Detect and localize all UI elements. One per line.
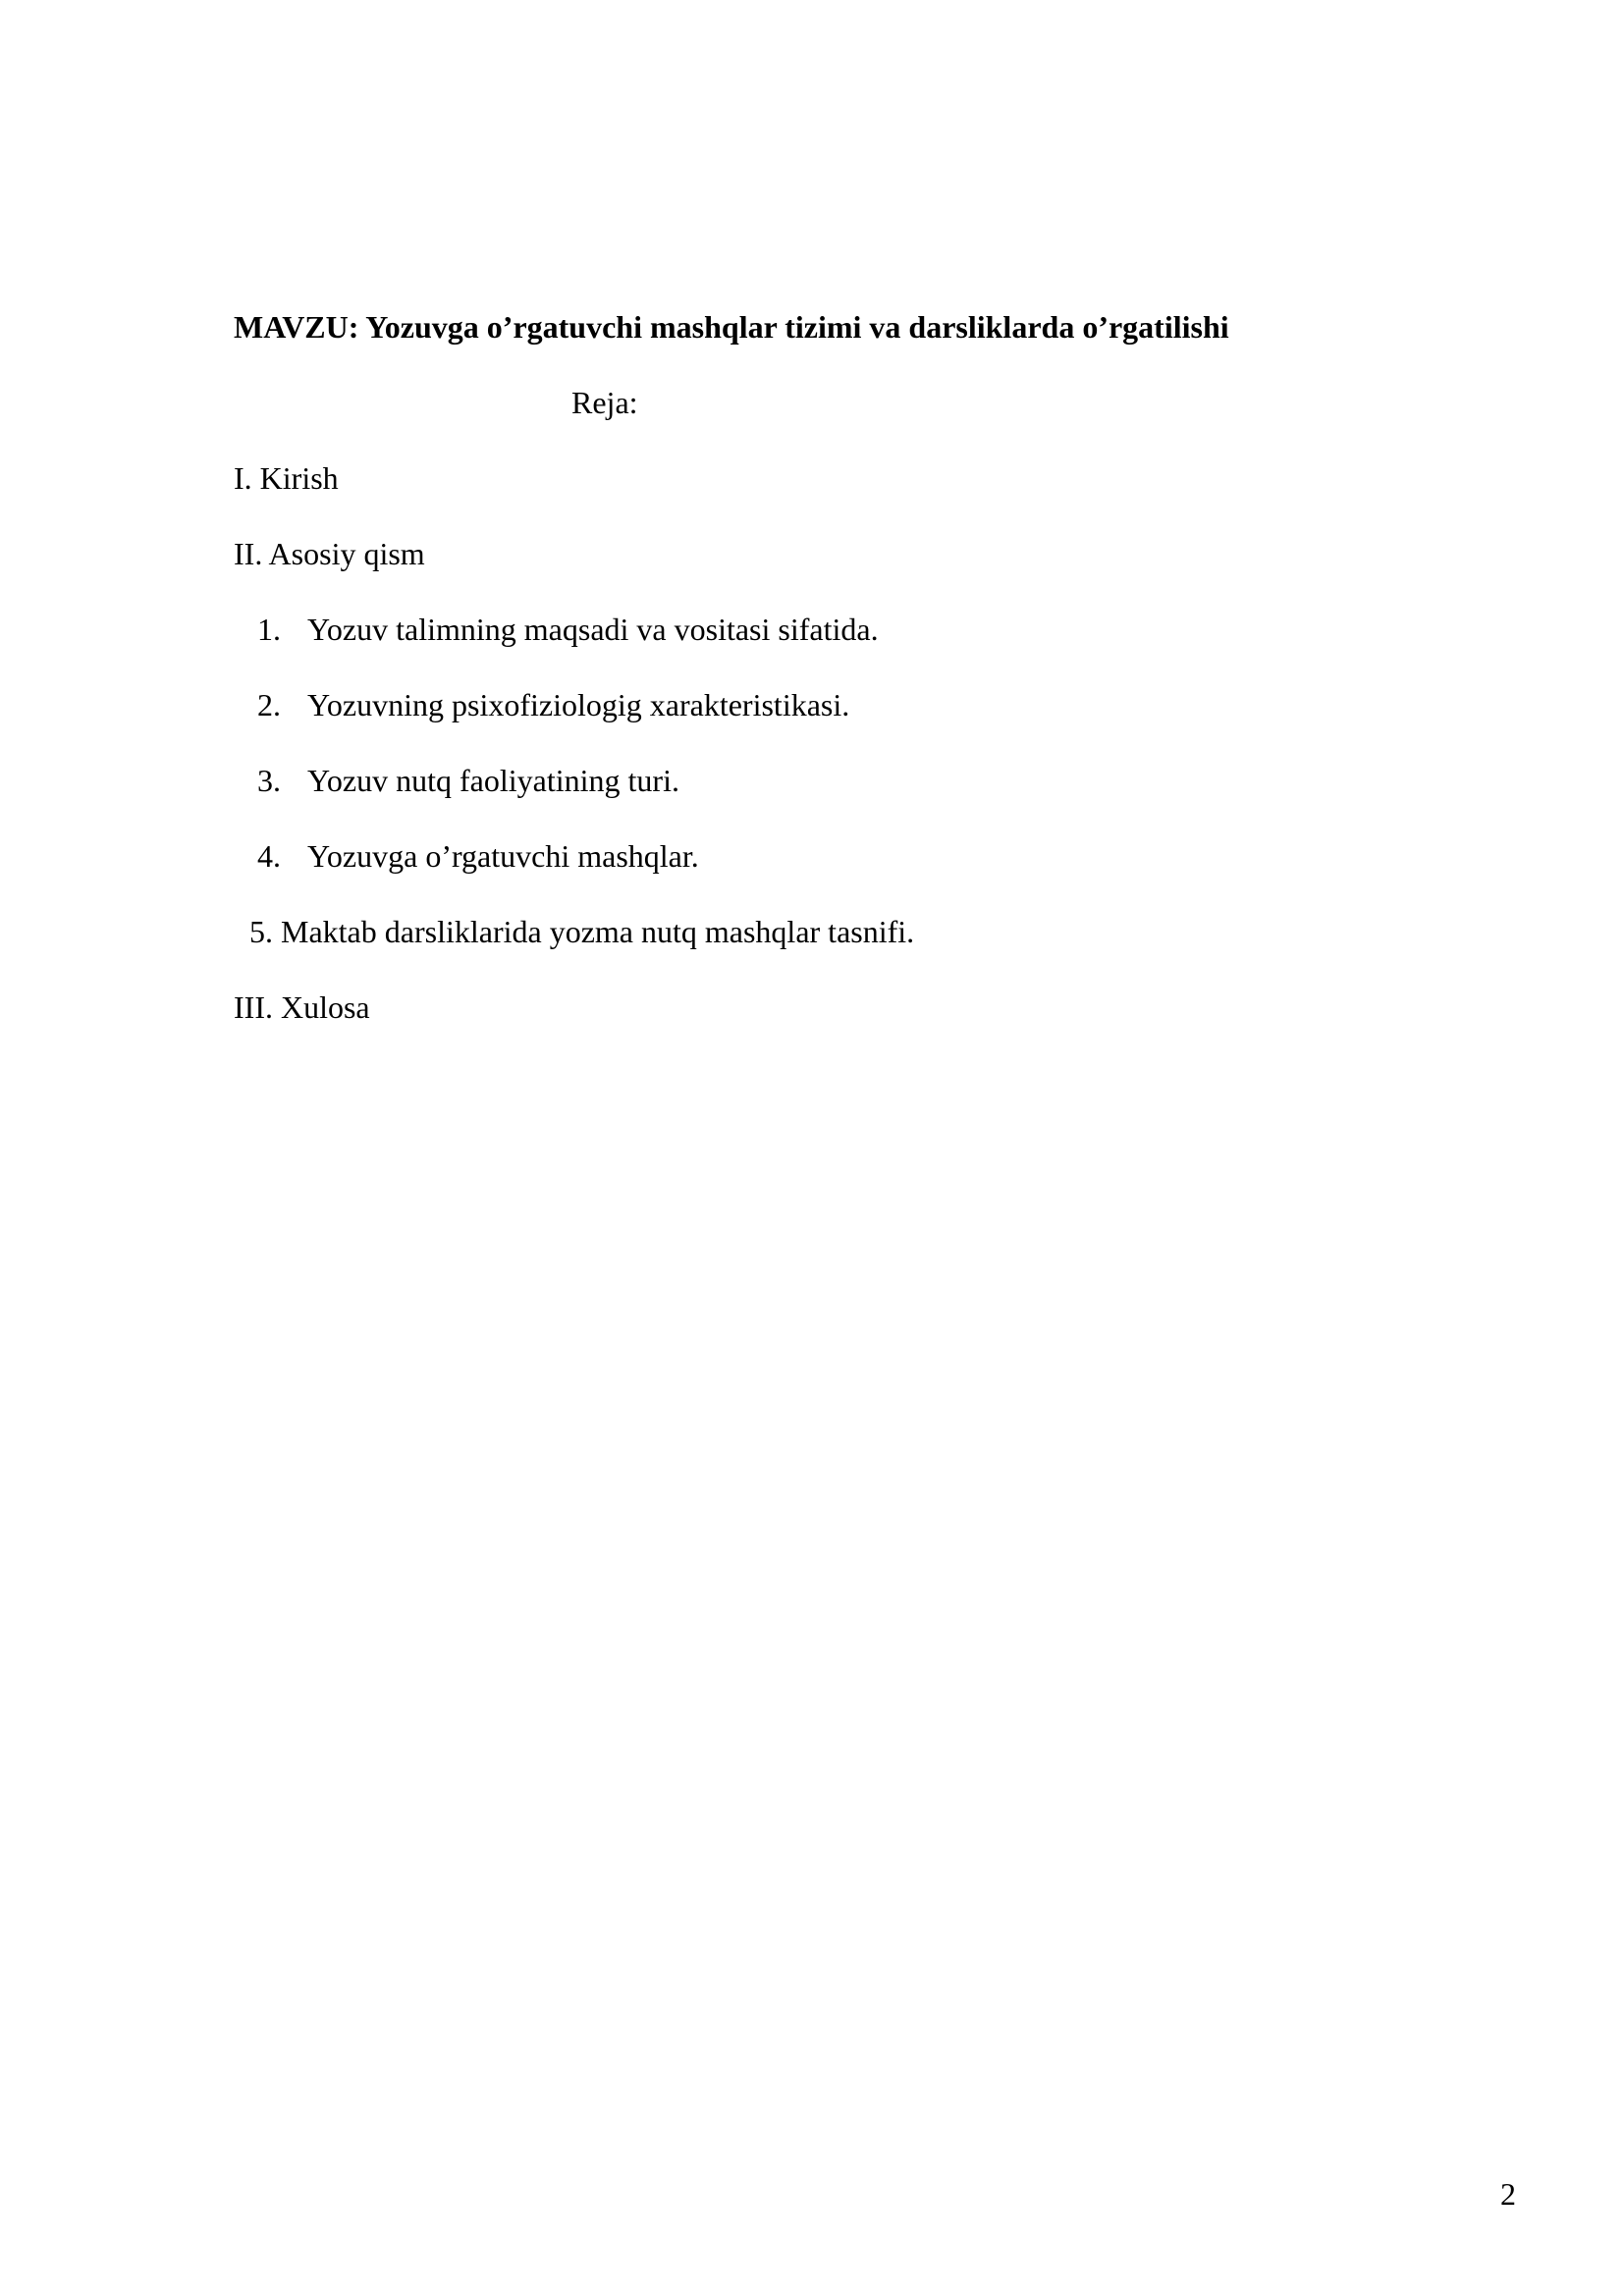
list-item-number: 2. — [257, 687, 281, 722]
list-item: 5. Maktab darsliklarida yozma nutq mashqlar tasnifi. — [249, 914, 915, 949]
list-item-text: Yozuvning psixofiziologig xarakteristikasi. — [307, 687, 850, 722]
list-item-number: 3. — [257, 763, 281, 798]
list-item-number: 1. — [257, 612, 281, 647]
list-item-text: Yozuv talimning maqsadi va vositasi sifatida. — [307, 612, 879, 647]
list-item-number: 4. — [257, 838, 281, 874]
plan-label: Reja: — [571, 385, 638, 420]
section-conclusion: III. Xulosa — [234, 989, 370, 1025]
section-main-part: II. Asosiy qism — [234, 536, 425, 571]
list-item-text: Yozuvga o’rgatuvchi mashqlar. — [307, 838, 699, 874]
page-number: 2 — [1500, 2176, 1516, 2212]
list-item-text: Yozuv nutq faoliyatining turi. — [307, 763, 679, 798]
section-introduction: I. Kirish — [234, 460, 339, 496]
document-title: MAVZU: Yozuvga o’rgatuvchi mashqlar tizimi va darsliklarda o’rgatilishi — [234, 309, 1229, 345]
